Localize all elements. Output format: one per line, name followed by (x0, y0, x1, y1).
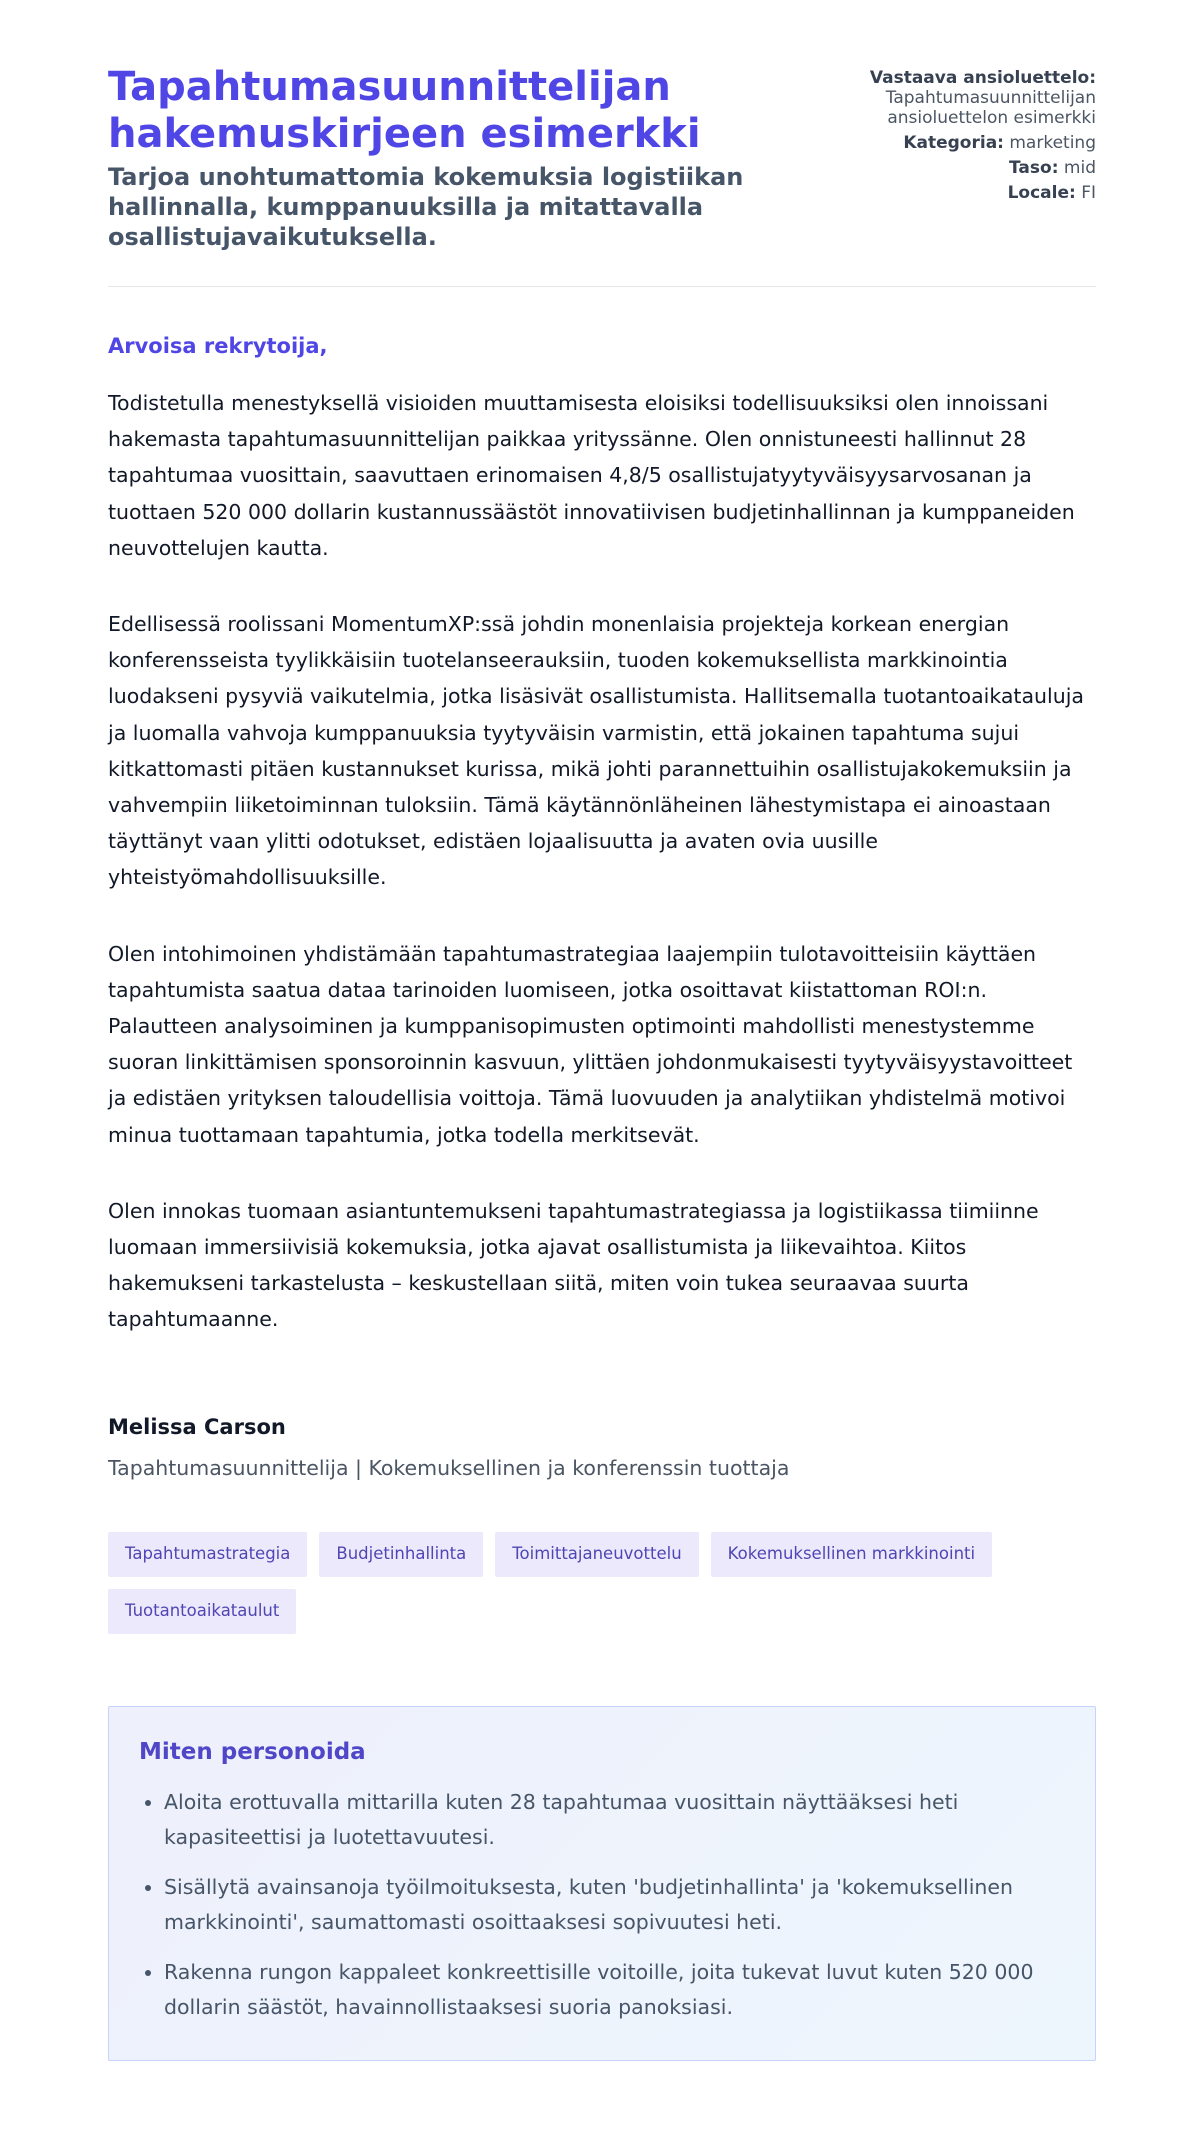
signature (108, 1414, 1096, 1482)
signature-name: Melissa Carson (108, 1414, 286, 1439)
meta-locale-value: FI (1081, 183, 1096, 203)
salutation: Arvoisa rekrytoija, (108, 334, 328, 358)
skill-tag: Tapahtumastrategia (108, 1532, 307, 1577)
tip-item: • Aloita erottuvalla mittarilla kuten 28 tapahtumaa vuosittain näyttääksesi heti kapasiteettisi ja luotettavuutesi. (164, 1785, 1065, 1856)
meta-locale (805, 183, 1096, 203)
skill-tag: Budjetinhallinta (319, 1532, 483, 1577)
cover-letter-document (108, 64, 1096, 2061)
meta-panel (805, 64, 1096, 208)
signature-title: Tapahtumasuunnittelija | Kokemuksellinen ja konferenssin tuottaja (108, 1455, 790, 1480)
meta-level (805, 158, 1096, 178)
skill-tag: Tuotantoaikataulut (108, 1589, 296, 1634)
skill-tags (108, 1532, 1068, 1634)
letter-paragraph: Olen innokas tuomaan asiantuntemukseni tapahtumastrategiassa ja logistiikassa tiimiinne luomaan immersiivisiä kokemuksia, jotka ajavat osallistumista ja liikevaihtoa. Kiitos hakemukseni tarkastelusta – keskustellaan siitä, miten voin tukea seuraavaa suurta tapahtumaanne. (108, 1198, 1039, 1332)
header-titles (108, 64, 805, 252)
meta-resume-label: Vastaava ansioluettelo: (869, 68, 1096, 88)
document-header (108, 64, 1096, 287)
meta-category (805, 133, 1096, 153)
letter-body (108, 333, 1096, 1338)
meta-level-label: Taso: (1009, 158, 1059, 178)
skill-tag: Toimittajaneuvottelu (495, 1532, 698, 1577)
tip-item: • Sisällytä avainsanoja työilmoituksesta, kuten 'budjetinhallinta' ja 'kokemuksellinen markkinointi', saumattomasti osoittaaksesi sopivuutesi heti. (164, 1870, 1065, 1941)
meta-category-value: marketing (1009, 133, 1096, 153)
personalization-tips (108, 1706, 1096, 2061)
meta-locale-label: Locale: (1007, 183, 1076, 203)
page-title: Tapahtumasuunnittelijan hakemuskirjeen esimerkki (108, 64, 701, 157)
letter-paragraph: Olen intohimoinen yhdistämään tapahtumastrategiaa laajempiin tulotavoitteisiin käyttäen tapahtumista saatua dataa tarinoiden luomiseen, jotka osoittavat kiistattoman ROI:n. Palautteen analysoiminen ja kumppanisopimusten optimointi mahdollisti menestystemme suoran linkittämisen sponsoroinnin kasvuun, ylittäen johdonmukaisesti tyytyväisyystavoitteet ja edistäen yrityksen taloudellisia voittoja. Tämä luovuuden ja analytiikan yhdistelmä motivoi minua tuottamaan tapahtumia, jotka todella merkitsevät. (108, 941, 1073, 1147)
tips-title: Miten personoida (139, 1738, 366, 1765)
tip-item: • Rakenna rungon kappaleet konkreettisille voitoille, joita tukevat luvut kuten 520 000 dollarin säästöt, havainnollistaaksesi suoria panoksiasi. (164, 1955, 1065, 2026)
meta-level-value: mid (1063, 158, 1096, 178)
letter-paragraph: Todistetulla menestyksellä visioiden muuttamisesta eloisiksi todellisuuksiksi olen innoissani hakemasta tapahtumasuunnittelijan paikkaa yrityssänne. Olen onnistuneesti hallinnut 28 tapahtumaa vuosittain, saavuttaen erinomaisen 4,8/5 osallistujatyytyväisyysarvosanan ja tuottaen 520 000 dollarin kustannussäästöt innovatiivisen budjetinhallinnan ja kumppaneiden neuvottelujen kautta. (108, 391, 1075, 560)
page-subtitle: Tarjoa unohtumattomia kokemuksia logistiikan hallinnalla, kumppanuuksilla ja mitattavalla osallistujavaikutuksella. (108, 163, 744, 251)
skill-tag: Kokemuksellinen markkinointi (711, 1532, 992, 1577)
letter-paragraph: Edellisessä roolissani MomentumXP:ssä johdin monenlaisia projekteja korkean energian konferensseista tyylikkäisiin tuotelanseerauksiin, tuoden kokemuksellista markkinointia luodakseni pysyviä vaikutelmia, jotka lisäsivät osallistumista. Hallitsemalla tuotantoaikatauluja ja luomalla vahvoja kumppanuuksia tyytyväisin varmistin, että jokainen tapahtuma sujui kitkattomasti pitäen kustannukset kurissa, mikä johti parannettuihin osallistujakokemuksiin ja vahvempiin liiketoiminnan tuloksiin. Tämä käytännönläheinen lähestymistapa ei ainoastaan täyttänyt vaan ylitti odotukset, edistäen lojaalisuutta ja avaten ovia uusille yhteistyömahdollisuuksille. (108, 612, 1084, 890)
meta-resume (805, 68, 1096, 128)
meta-resume-value: Tapahtumasuunnittelijan ansioluettelon esimerkki (885, 88, 1096, 128)
tips-list (139, 1785, 1065, 2026)
meta-category-label: Kategoria: (903, 133, 1004, 153)
